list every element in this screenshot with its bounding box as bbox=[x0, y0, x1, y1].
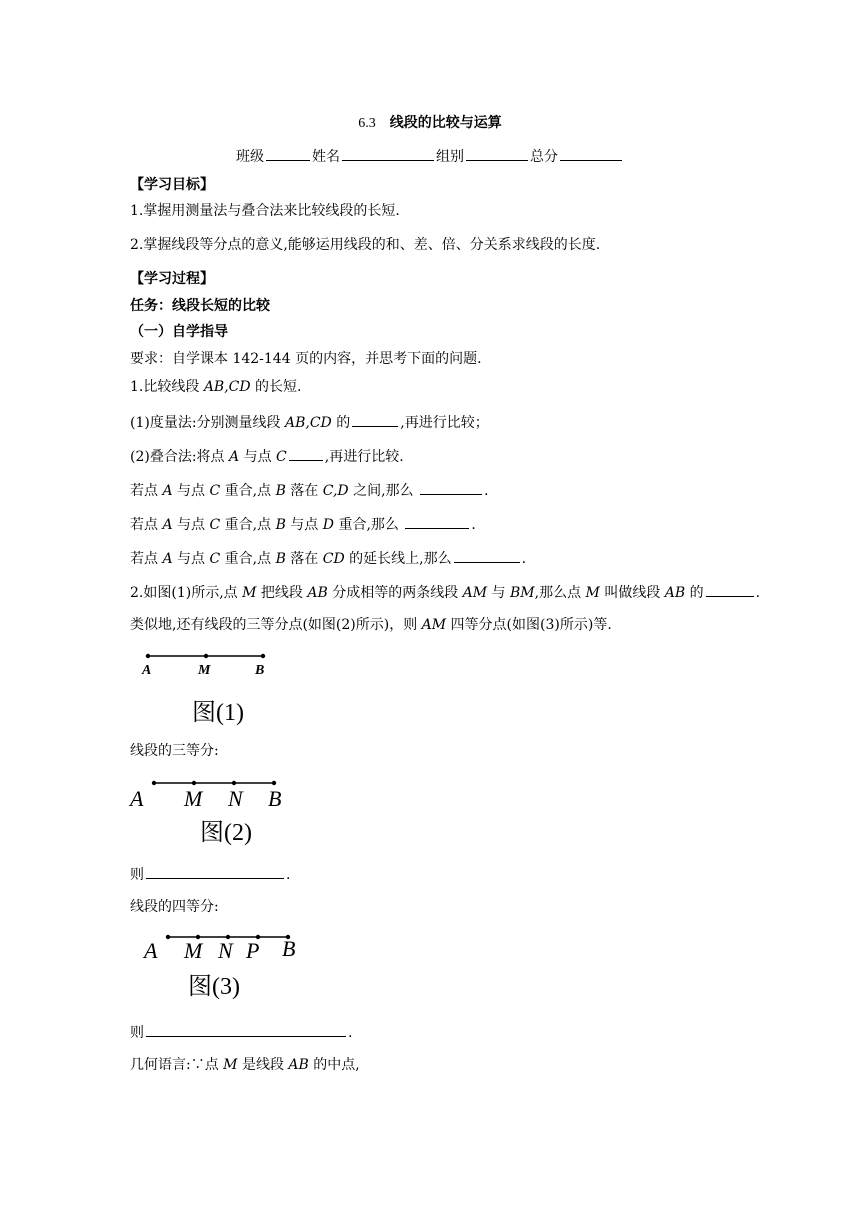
geo-text: 几何语言:∵点 bbox=[130, 1057, 224, 1073]
fig2-point bbox=[272, 781, 276, 785]
fig1-caption: 图(1) bbox=[192, 700, 244, 726]
q1a-text-end: ,再进行比较； bbox=[400, 415, 489, 431]
point-a: A bbox=[162, 517, 173, 533]
q1a-text: (1)度量法:分别测量线段 bbox=[130, 415, 285, 431]
point-c: C bbox=[209, 551, 221, 567]
page-title bbox=[0, 112, 860, 132]
q2-text: 叫做线段 bbox=[599, 585, 665, 601]
case1-end: . bbox=[484, 483, 489, 499]
group-label: 组别 bbox=[436, 149, 464, 165]
question-1 bbox=[130, 378, 302, 396]
fig2-label-a: A bbox=[130, 786, 144, 811]
point-b: B bbox=[275, 517, 286, 533]
case3-text: 落在 bbox=[285, 551, 323, 567]
q2-end: . bbox=[755, 585, 761, 601]
fig1-label-b: B bbox=[255, 663, 265, 678]
q1b-text: (2)叠合法:将点 bbox=[130, 449, 229, 465]
q1b-blank[interactable] bbox=[289, 446, 323, 461]
quadrisect-label: 线段的四等分: bbox=[130, 899, 219, 915]
geo-text: 的中点, bbox=[308, 1057, 360, 1073]
task-heading: 任务：线段长短的比较 bbox=[130, 298, 270, 314]
case1-text: 与点 bbox=[172, 483, 210, 499]
q1-text: 1.比较线段 bbox=[130, 379, 204, 395]
quadrisect-answer bbox=[130, 1022, 352, 1042]
case-3 bbox=[130, 548, 526, 568]
fig2-point bbox=[232, 781, 236, 785]
segment-am: AM bbox=[421, 617, 447, 633]
case2-text: 重合,点 bbox=[220, 517, 276, 533]
figure-1 bbox=[138, 648, 278, 730]
then-label: 则 bbox=[130, 867, 144, 883]
trisect-answer bbox=[130, 864, 290, 884]
point-c: C bbox=[209, 483, 221, 499]
process-heading: 【学习过程】 bbox=[130, 271, 214, 287]
case2-text: 重合,那么 bbox=[334, 517, 404, 533]
q2-text: 的 bbox=[685, 585, 704, 601]
case3-blank[interactable] bbox=[454, 548, 520, 563]
score-blank[interactable] bbox=[560, 146, 622, 161]
segment-ab: AB bbox=[664, 585, 686, 601]
case2-text: 与点 bbox=[172, 517, 210, 533]
case3-text: 重合,点 bbox=[220, 551, 276, 567]
trisect-blank[interactable] bbox=[146, 864, 284, 879]
point-m: M bbox=[585, 585, 600, 601]
fig1-point bbox=[261, 654, 265, 658]
sub-heading: （一）自学指导 bbox=[130, 324, 228, 340]
fig2-label-b: B bbox=[268, 786, 282, 811]
case3-text: 的延长线上,那么 bbox=[344, 551, 452, 567]
point-d: D bbox=[322, 517, 334, 533]
segment-am: AM bbox=[462, 585, 488, 601]
section-title: 线段的比较与运算 bbox=[389, 115, 502, 131]
q1-text-end: 的长短. bbox=[250, 379, 302, 395]
segment-ab: AB bbox=[307, 585, 328, 601]
case2-text: 与点 bbox=[285, 517, 323, 533]
class-blank[interactable] bbox=[266, 146, 310, 161]
case1-text: 重合,点 bbox=[220, 483, 276, 499]
figure-2 bbox=[128, 776, 298, 852]
fig1-point bbox=[204, 654, 208, 658]
period: . bbox=[348, 1025, 353, 1041]
case2-blank[interactable] bbox=[405, 514, 469, 529]
q2-text: 2.如图(1)所示,点 bbox=[130, 585, 243, 601]
period: . bbox=[286, 867, 291, 883]
q1b-text-end: ,再进行比较. bbox=[324, 449, 404, 465]
fig2-point bbox=[152, 781, 156, 785]
segment-ab: AB bbox=[288, 1057, 309, 1073]
goal-item-1: 1.掌握用测量法与叠合法来比较线段的长短. bbox=[130, 203, 400, 219]
question-2b bbox=[130, 616, 612, 634]
q1b-text-mid: 与点 bbox=[239, 449, 277, 465]
point-c: C bbox=[209, 517, 221, 533]
q2b-text: 类似地,还有线段的三等分点(如图(2)所示)，则 bbox=[130, 617, 422, 633]
q1a-segments: AB,CD bbox=[285, 415, 332, 431]
question-1a bbox=[130, 412, 489, 432]
fig2-label-n: N bbox=[228, 786, 243, 811]
fig3-label-b: B bbox=[282, 936, 296, 961]
fig1-label-m: M bbox=[198, 663, 211, 678]
figure-3 bbox=[142, 930, 312, 1008]
score-label: 总分 bbox=[530, 149, 558, 165]
point-b: B bbox=[275, 483, 286, 499]
fig3-label-n: N bbox=[218, 938, 233, 963]
fig2-point bbox=[192, 781, 196, 785]
case2-end: . bbox=[471, 517, 476, 533]
case-2 bbox=[130, 514, 476, 534]
q1-segments: AB,CD bbox=[203, 379, 251, 395]
name-label: 姓名 bbox=[312, 149, 340, 165]
q2-text: 与 bbox=[487, 585, 511, 601]
trisect-label: 线段的三等分: bbox=[130, 743, 219, 759]
case3-text: 若点 bbox=[130, 551, 163, 567]
fig3-label-a: A bbox=[144, 938, 158, 963]
case-1 bbox=[130, 480, 488, 500]
case1-blank[interactable] bbox=[420, 480, 482, 495]
fig3-point bbox=[166, 935, 170, 939]
case1-text: 之间,那么 bbox=[348, 483, 419, 499]
quadrisect-blank[interactable] bbox=[146, 1022, 346, 1037]
q2b-text: 四等分点(如图(3)所示)等. bbox=[446, 617, 612, 633]
group-blank[interactable] bbox=[466, 146, 528, 161]
question-1b bbox=[130, 446, 404, 466]
then-label: 则 bbox=[130, 1025, 144, 1041]
case2-text: 若点 bbox=[130, 517, 163, 533]
point-m: M bbox=[242, 585, 257, 601]
geometry-language bbox=[130, 1056, 360, 1074]
point-c: C bbox=[276, 449, 287, 465]
case1-text: 若点 bbox=[130, 483, 163, 499]
point-b: B bbox=[275, 551, 286, 567]
info-line bbox=[0, 146, 860, 166]
q2-text: 把线段 bbox=[256, 585, 308, 601]
goal-item-2: 2.掌握线段等分点的意义,能够运用线段的和、差、倍、分关系求线段的长度. bbox=[130, 237, 601, 253]
question-2 bbox=[130, 582, 760, 602]
segment-bm: BM bbox=[510, 585, 535, 601]
name-blank[interactable] bbox=[342, 146, 434, 161]
point-a: A bbox=[162, 551, 173, 567]
fig1-label-a: A bbox=[142, 663, 152, 678]
fig3-label-p: P bbox=[246, 938, 260, 963]
points-cd: C,D bbox=[322, 483, 349, 499]
case1-text: 落在 bbox=[285, 483, 323, 499]
fig2-label-m: M bbox=[184, 786, 203, 811]
q1a-text-mid: 的 bbox=[331, 415, 351, 431]
segment-cd: CD bbox=[322, 551, 345, 567]
fig2-caption: 图(2) bbox=[200, 820, 252, 846]
fig1-point bbox=[146, 654, 150, 658]
case3-end: . bbox=[521, 551, 527, 567]
requirement-text: 要求：自学课本 142-144 页的内容，并思考下面的问题. bbox=[130, 351, 482, 367]
point-a: A bbox=[162, 483, 173, 499]
point-a: A bbox=[229, 449, 240, 465]
section-number: 6.3 bbox=[358, 116, 376, 131]
q2-blank[interactable] bbox=[706, 582, 754, 597]
class-label: 班级 bbox=[236, 149, 264, 165]
goals-heading: 【学习目标】 bbox=[130, 177, 214, 193]
point-m: M bbox=[223, 1057, 238, 1073]
q2-text: 分成相等的两条线段 bbox=[327, 585, 463, 601]
q1a-blank[interactable] bbox=[352, 412, 398, 427]
fig3-label-m: M bbox=[184, 938, 203, 963]
case3-text: 与点 bbox=[172, 551, 210, 567]
fig3-caption: 图(3) bbox=[188, 974, 240, 1000]
geo-text: 是线段 bbox=[237, 1057, 289, 1073]
q2-text: ,那么点 bbox=[534, 585, 586, 601]
